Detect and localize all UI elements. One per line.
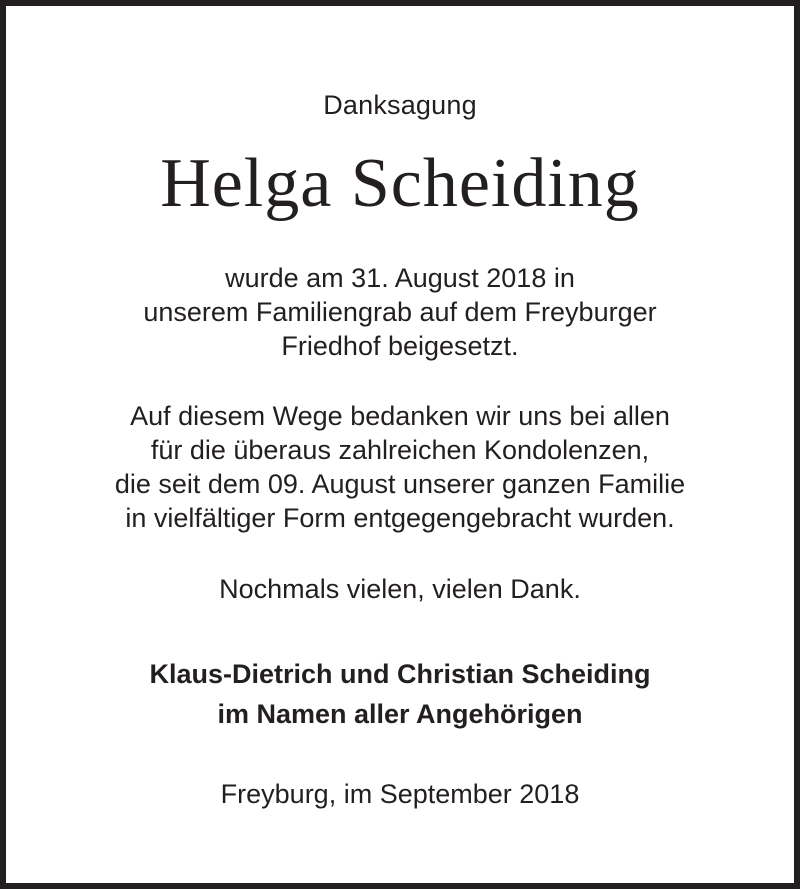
- thanks-paragraph: [6, 399, 794, 535]
- thanks-line: für die überaus zahlreichen Kondolenzen,: [150, 435, 650, 465]
- burial-line: Friedhof beigesetzt.: [281, 331, 519, 361]
- burial-paragraph: [6, 261, 794, 363]
- signature-line: im Namen aller Angehörigen: [217, 699, 583, 729]
- signature-block: [6, 654, 794, 734]
- notice-heading: Danksagung: [323, 90, 477, 120]
- thanks-line: Auf diesem Wege bedanken wir uns bei allen: [130, 401, 670, 431]
- deceased-name: Helga Scheiding: [160, 145, 640, 222]
- closing-line: Nochmals vielen, vielen Dank.: [219, 574, 581, 604]
- signature-line: Klaus-Dietrich und Christian Scheiding: [149, 659, 651, 689]
- thanks-line: in vielfältiger Form entgegengebracht wurden.: [125, 503, 675, 533]
- place-date: Freyburg, im September 2018: [220, 779, 580, 809]
- thanks-line: die seit dem 09. August unserer ganzen Familie: [114, 469, 686, 499]
- burial-line: unserem Familiengrab auf dem Freyburger: [143, 297, 657, 327]
- burial-line: wurde am 31. August 2018 in: [225, 263, 575, 293]
